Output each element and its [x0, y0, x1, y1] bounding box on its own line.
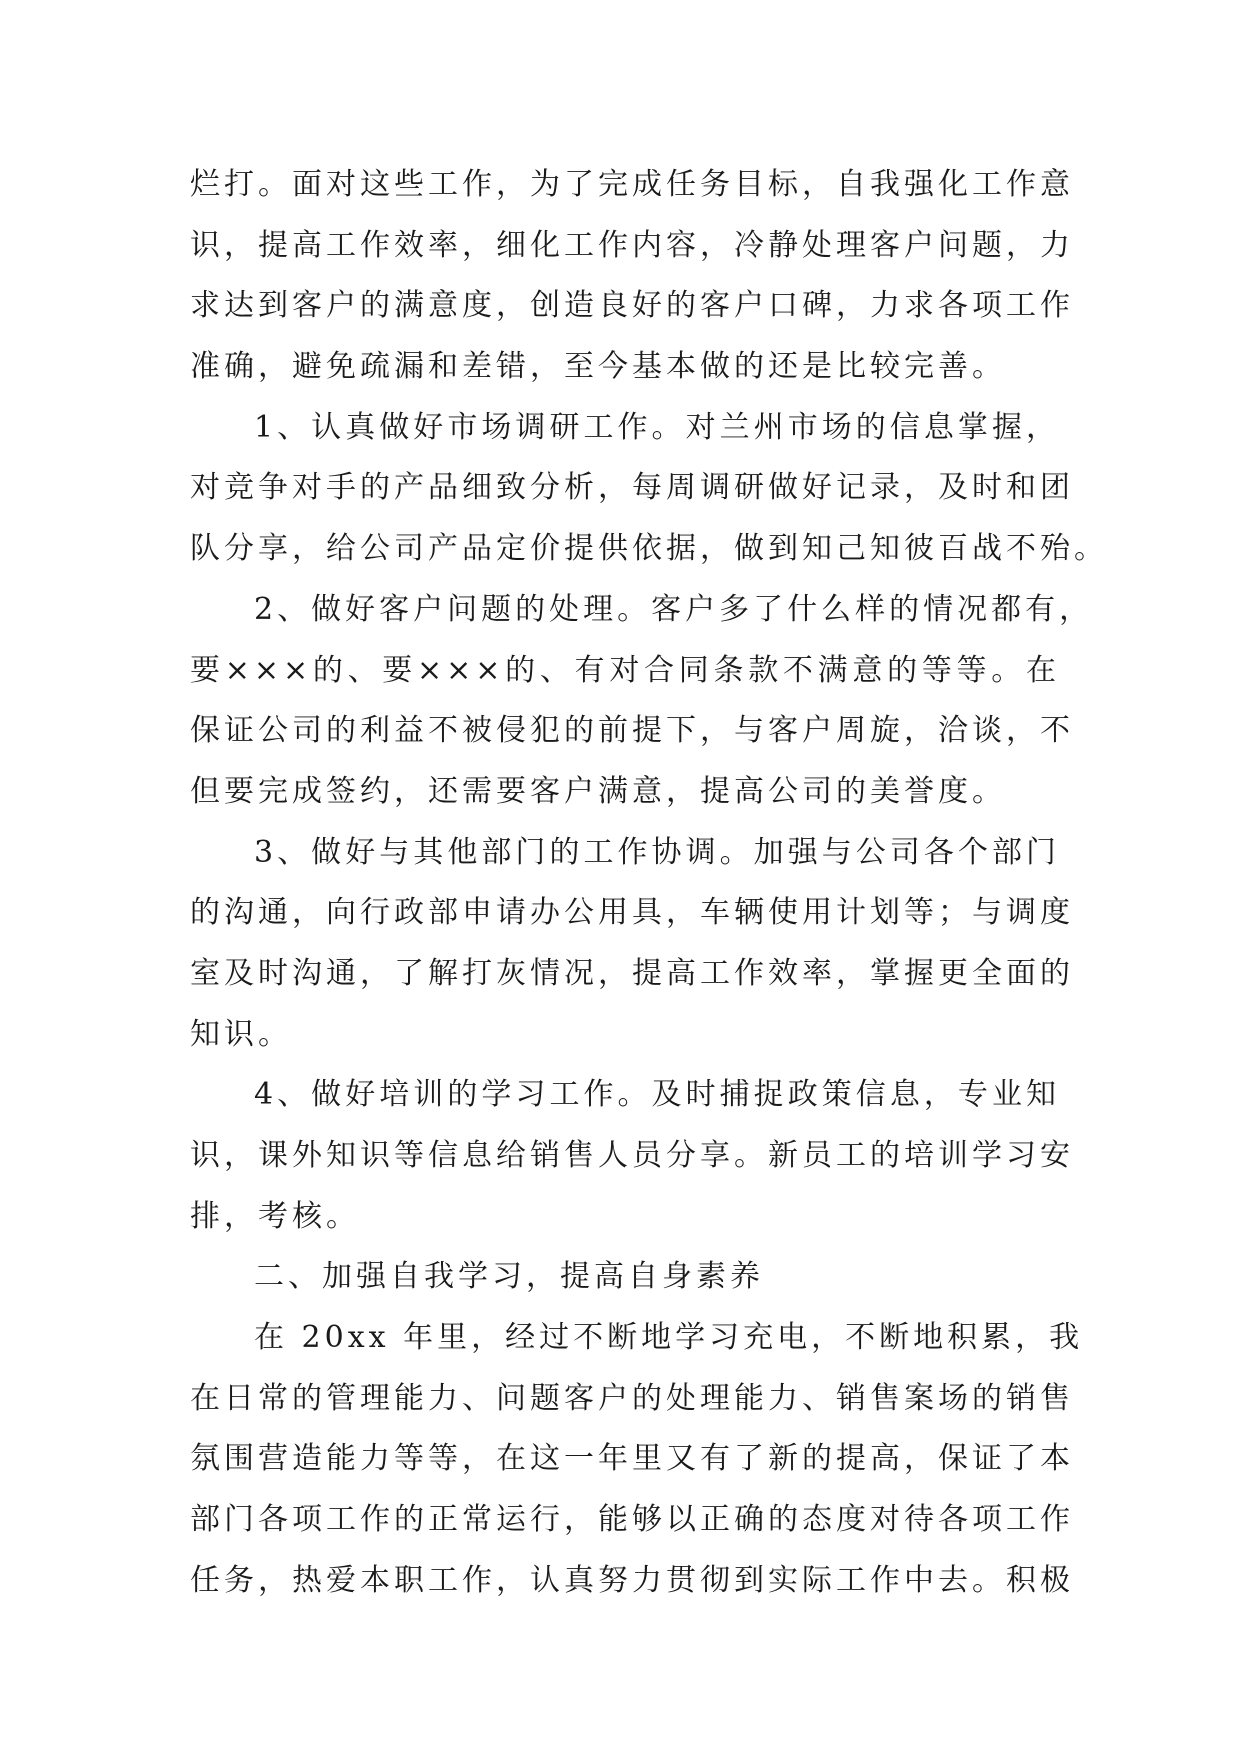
text-line: 识，提高工作效率，细化工作内容，冷静处理客户问题，力 — [190, 227, 1074, 263]
text-line: 在 20xx 年里，经过不断地学习充电，不断地积累，我 — [254, 1320, 1084, 1356]
text-line: 的沟通，向行政部申请办公用具，车辆使用计划等；与调度 — [190, 895, 1074, 931]
text-line: 队分享，给公司产品定价提供依据，做到知己知彼百战不殆。 — [190, 531, 1108, 567]
text-line: 氛围营造能力等等，在这一年里又有了新的提高，保证了本 — [190, 1441, 1074, 1477]
text-line: 3、做好与其他部门的工作协调。加强与公司各个部门 — [254, 834, 1060, 870]
text-line: 保证公司的利益不被侵犯的前提下，与客户周旋，洽谈，不 — [190, 713, 1074, 749]
text-line: 对竞争对手的产品细致分析，每周调研做好记录，及时和团 — [190, 470, 1074, 506]
text-line: 部门各项工作的正常运行，能够以正确的态度对待各项工作 — [190, 1502, 1074, 1538]
text-line: 排，考核。 — [190, 1198, 360, 1234]
text-line: 室及时沟通，了解打灰情况，提高工作效率，掌握更全面的 — [190, 955, 1074, 991]
text-line: 但要完成签约，还需要客户满意，提高公司的美誉度。 — [190, 773, 1006, 809]
text-line: 准确，避免疏漏和差错，至今基本做的还是比较完善。 — [190, 349, 1006, 385]
text-line: 2、做好客户问题的处理。客户多了什么样的情况都有， — [254, 591, 1094, 627]
text-line: 1、认真做好市场调研工作。对兰州市场的信息掌握， — [254, 409, 1060, 445]
text-line: 烂打。面对这些工作，为了完成任务目标，自我强化工作意 — [190, 167, 1074, 202]
document-body — [190, 155, 1108, 1612]
text-line: 识，课外知识等信息给销售人员分享。新员工的培训学习安 — [190, 1138, 1074, 1173]
text-line: 任务，热爱本职工作，认真努力贯彻到实际工作中去。积极 — [190, 1562, 1074, 1598]
text-line: 求达到客户的满意度，创造良好的客户口碑，力求各项工作 — [190, 288, 1074, 324]
text-line: 在日常的管理能力、问题客户的处理能力、销售案场的销售 — [190, 1380, 1074, 1416]
text-line: 知识。 — [190, 1016, 292, 1052]
text-line: 要×××的、要×××的、有对合同条款不满意的等等。在 — [190, 652, 1060, 688]
text-line: 4、做好培训的学习工作。及时捕捉政策信息，专业知 — [254, 1077, 1060, 1113]
section-heading: 二、加强自我学习，提高自身素养 — [254, 1259, 764, 1295]
